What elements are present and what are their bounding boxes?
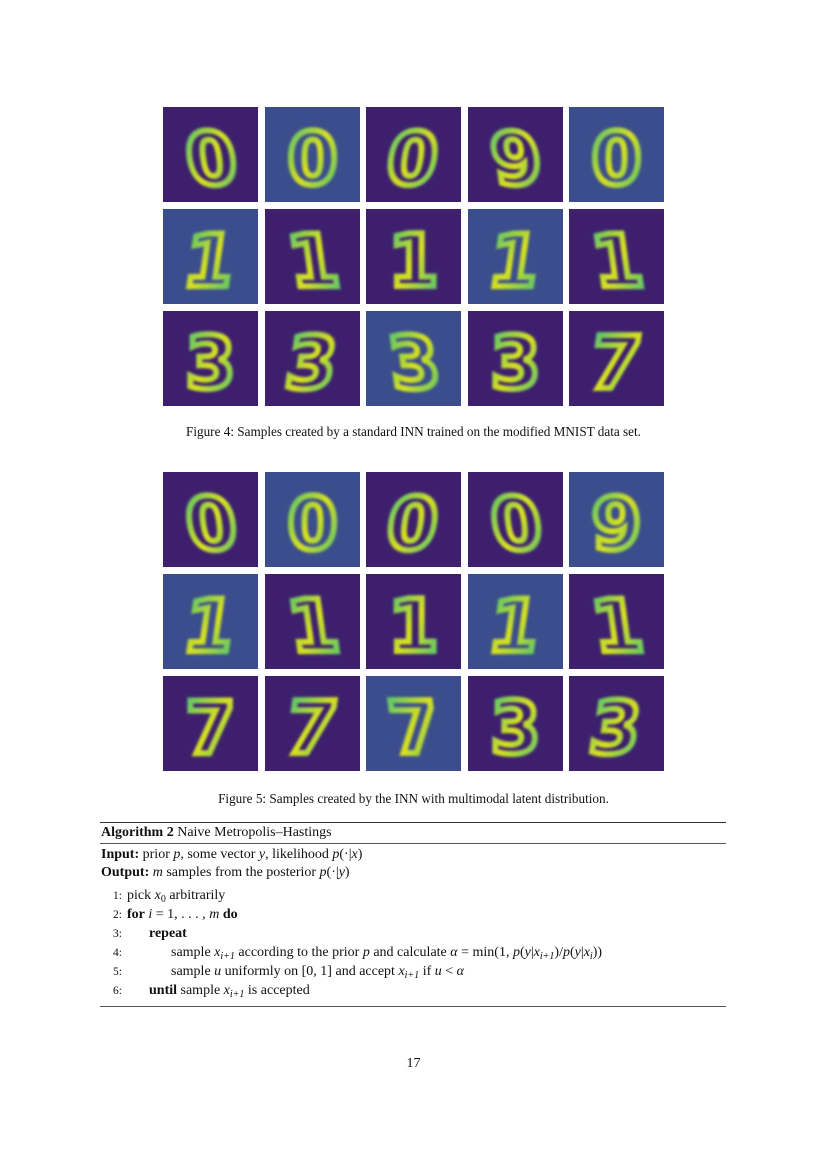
algorithm-text-segment: until [149,983,178,998]
algorithm-step [100,943,726,962]
algorithm-text-segment: and calculate [369,945,451,960]
algorithm-text-segment: p [332,847,340,862]
algorithm-text-segment: y [338,865,345,880]
sample-image [366,311,461,406]
sample-digit: 0 [381,118,444,202]
algorithm-text-segment: uniformly on [0, 1] and accept [221,964,399,979]
sample-digit: 1 [388,219,439,303]
algorithm-step [100,962,726,981]
algorithm-text-segment: i+1 [220,951,235,962]
algorithm-text-segment: x [351,847,358,862]
sample-image [366,676,461,771]
algorithm-text-segment: pick [127,888,155,903]
sample-digit: 1 [586,220,649,304]
algorithm-text-segment: x [583,945,590,960]
algorithm-text-segment: according to the prior [234,945,363,960]
sample-digit: 1 [282,220,344,304]
algorithm-step [100,905,726,924]
sample-image [366,209,461,304]
step-number: 3: [113,928,122,940]
algorithm-text-segment: prior [139,847,174,862]
algorithm-text-segment: (·| [339,847,352,862]
sample-digit: 0 [286,117,338,201]
sample-image [265,311,360,406]
sample-image [163,311,258,406]
sample-digit: 1 [483,220,545,304]
sample-digit: 7 [383,687,446,771]
sample-digit: 0 [381,483,444,567]
algorithm-text-segment: p [173,847,181,862]
algorithm-text-segment: ) [357,847,363,862]
algorithm-step [100,886,726,905]
algorithm-text-segment: Output: [101,865,150,880]
sample-digit: 3 [584,687,647,771]
figure-5-sample-grid [163,472,666,770]
algorithm-text-segment: y [574,945,581,960]
algorithm-text-segment: arbitrarily [165,888,226,903]
step-text [127,945,602,960]
sample-image [163,107,258,202]
sample-image [265,107,360,202]
step-text [127,964,464,979]
algorithm-text-segment: , some vector [180,847,259,862]
algorithm-text-segment: u [434,964,442,979]
sample-image [569,574,664,669]
sample-digit: 0 [180,483,243,567]
algorithm-text-segment: x [154,888,161,903]
sample-digit: 0 [180,118,243,202]
sample-image [265,574,360,669]
figure-4-caption: Figure 4: Samples created by a standard INN trained on the modified MNIST data set. [186,424,641,439]
algorithm-text-segment: m [209,907,220,922]
sample-digit: 9 [485,118,547,202]
algorithm-text-segment: i [589,951,593,962]
algorithm-text-segment: , likelihood [265,847,333,862]
sample-digit: 3 [280,322,342,406]
sample-digit: 1 [282,585,344,669]
algorithm-heading [100,823,726,843]
algorithm-text-segment: ) [344,865,350,880]
sample-image [569,676,664,771]
algorithm-2-block [100,822,726,1007]
algorithm-text-segment: x [533,945,540,960]
step-number: 5: [113,966,122,978]
sample-image [468,676,563,771]
algorithm-text-segment: do [219,907,238,922]
algorithm-text-segment: sample [171,945,215,960]
algorithm-text-segment: )/ [554,945,563,960]
algorithm-input [101,846,726,864]
algorithm-text-segment: Input: [101,847,140,862]
step-text [127,983,310,998]
sample-digit: 0 [591,117,642,201]
sample-digit: 0 [485,483,547,567]
algorithm-text-segment: | [580,945,584,960]
sample-digit: 1 [483,585,545,669]
algorithm-text-segment: = min(1, [457,945,513,960]
sample-image [265,472,360,567]
step-number: 2: [113,909,122,921]
step-number: 4: [113,947,122,959]
page-number: 17 [406,1056,421,1071]
sample-image [468,311,563,406]
algorithm-step [100,981,726,1000]
algorithm-text-segment: ( [519,945,525,960]
sample-image [366,574,461,669]
sample-image [569,107,664,202]
algorithm-step [100,924,726,943]
algorithm-text-segment: for [127,907,145,922]
step-text [127,926,187,941]
sample-image [366,107,461,202]
sample-image [569,472,664,567]
sample-image [366,472,461,567]
sample-digit: 1 [178,220,241,304]
step-text [127,907,238,922]
sample-digit: 1 [586,585,649,669]
algorithm-bottom-rule [100,1006,726,1007]
sample-digit: 1 [178,585,241,669]
sample-digit: 3 [489,686,541,770]
sample-digit: 1 [388,584,439,668]
sample-image [569,311,664,406]
sample-image [569,209,664,304]
sample-image [163,209,258,304]
algorithm-steps [100,886,726,1006]
algorithm-text-segment: p [362,945,370,960]
sample-digit: 7 [185,686,236,770]
algorithm-text-segment: x [214,945,221,960]
sample-image [468,574,563,669]
algorithm-text-segment: y [524,945,531,960]
step-text [127,888,225,903]
algorithm-text-segment: 0 [160,894,166,905]
algorithm-text-segment: u [214,964,222,979]
figure-4-sample-grid [163,107,666,405]
algorithm-text-segment: < [441,964,457,979]
algorithm-text-segment: repeat [149,926,187,941]
sample-digit: 7 [280,687,342,771]
algorithm-text-segment: (·| [326,865,339,880]
algorithm-text-segment: i+1 [539,951,555,962]
algorithm-text-segment: )) [592,945,603,960]
algorithm-text-segment: i+1 [229,989,245,1000]
algorithm-text-segment: α [456,964,465,979]
sample-image [468,472,563,567]
algorithm-text-segment: sample [171,964,215,979]
algorithm-text-segment: α [450,945,458,960]
algorithm-text-segment: samples from the posterior [162,865,320,880]
algorithm-text-segment: | [530,945,534,960]
sample-image [163,676,258,771]
sample-image [265,209,360,304]
sample-digit: 3 [383,322,446,406]
sample-image [468,107,563,202]
algorithm-text-segment: ( [569,945,575,960]
algorithm-text-segment: x [223,983,230,998]
sample-image [468,209,563,304]
sample-image [265,676,360,771]
algorithm-text-segment: sample [177,983,224,998]
sample-digit: 3 [185,321,236,405]
step-number: 6: [113,985,122,997]
algorithm-output [101,864,726,882]
algorithm-text-segment: m [152,865,163,880]
sample-image [163,472,258,567]
algorithm-label: Algorithm 2 [101,825,174,840]
algorithm-text-segment: p [319,865,327,880]
sample-image [163,574,258,669]
algorithm-text-segment: p [562,945,570,960]
sample-digit: 7 [584,322,647,406]
algorithm-text-segment: i+1 [404,970,420,981]
figure-5-caption: Figure 5: Samples created by the INN with multimodal latent distribution. [218,791,609,806]
algorithm-title: Naive Metropolis–Hastings [177,825,332,840]
algorithm-text-segment: = 1, . . . , [152,907,210,922]
algorithm-text-segment: y [258,847,266,862]
algorithm-text-segment: x [398,964,405,979]
sample-digit: 9 [591,482,642,566]
algorithm-text-segment: p [512,945,520,960]
sample-digit: 3 [489,321,541,405]
sample-digit: 0 [286,482,338,566]
algorithm-text-segment: if [419,964,435,979]
algorithm-text-segment: i [144,907,153,922]
step-number: 1: [113,890,122,902]
algorithm-text-segment: is accepted [244,983,310,998]
